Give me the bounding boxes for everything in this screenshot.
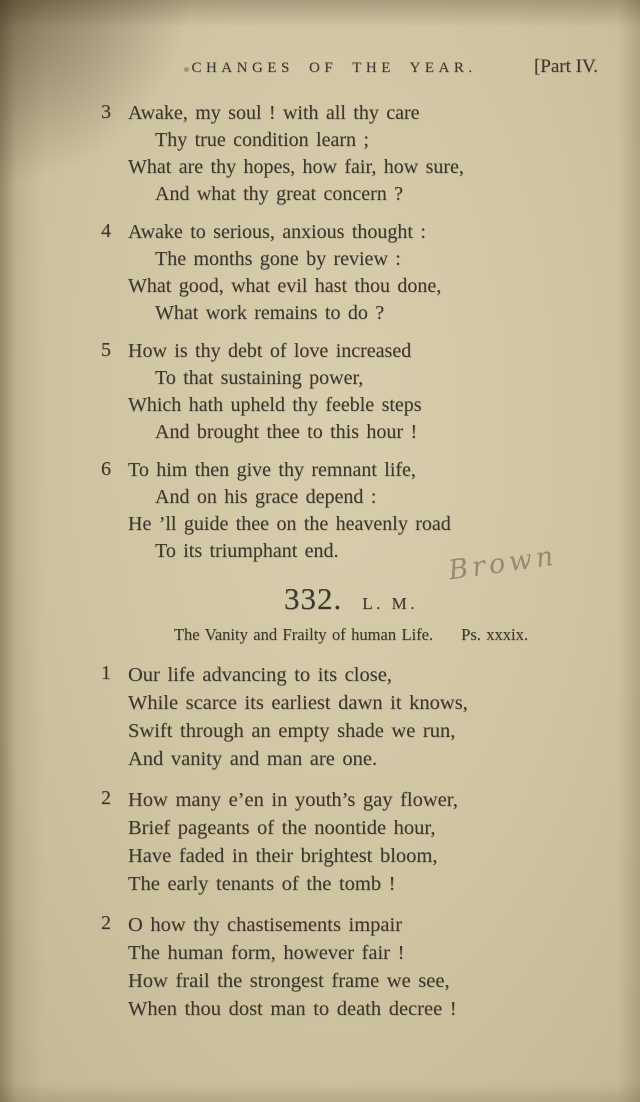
hymn-subtitle	[98, 625, 604, 645]
verse-line: And vanity and man are one.	[128, 748, 378, 770]
running-header	[100, 56, 598, 84]
paper-speck	[184, 67, 189, 72]
verse-line: Awake to serious, anxious thought :	[128, 221, 426, 243]
verse-line: Thy true condition learn ;	[155, 129, 369, 151]
verse-line: The early tenants of the tomb !	[128, 873, 396, 895]
verse-line: When thou dost man to death decree !	[128, 998, 457, 1020]
verse-number: 6	[101, 458, 111, 480]
verse-number: 5	[101, 339, 111, 361]
verse-number: 3	[101, 101, 111, 123]
verse-number: 2	[101, 787, 111, 809]
verse	[101, 338, 604, 446]
verse-number: 1	[101, 662, 111, 684]
verse-line: To its triumphant end.	[155, 540, 339, 562]
handwritten-annotation: Brown	[446, 540, 560, 587]
verse-line: Brief pageants of the noontide hour,	[128, 817, 436, 839]
running-title: CHANGES OF THE YEAR.	[191, 60, 477, 76]
verse-line: To him then give thy remnant life,	[128, 459, 416, 481]
verse-line: The months gone by review :	[155, 248, 401, 270]
verse-line: What are thy hopes, how fair, how sure,	[128, 156, 464, 178]
verse	[101, 219, 604, 327]
hymn-body	[101, 661, 604, 1023]
verse-line: And brought thee to this hour !	[155, 421, 418, 443]
verse-number: 2	[101, 912, 111, 934]
hymn-title: The Vanity and Frailty of human Life.	[173, 625, 434, 644]
hymn-meter: L. M.	[362, 594, 418, 613]
verse-line: Swift through an empty shade we run,	[128, 720, 456, 742]
verse	[101, 911, 604, 1023]
verse	[101, 100, 604, 208]
verse-line: He ’ll guide thee on the heavenly road	[128, 513, 451, 535]
verse-line: O how thy chastisements impair	[128, 914, 403, 936]
hymn-scripture-reference: Ps. xxxix.	[461, 625, 529, 644]
verse-line: Awake, my soul ! with all thy care	[128, 102, 420, 124]
verse-line: The human form, however fair !	[128, 942, 405, 964]
verse-line: And on his grace depend :	[155, 486, 377, 508]
verse-line: What work remains to do ?	[155, 302, 385, 324]
verse-number: 4	[101, 220, 111, 242]
verse-line: Have faded in their brightest bloom,	[128, 845, 438, 867]
verse-line: How many e’en in youth’s gay flower,	[128, 789, 458, 811]
verse	[101, 661, 604, 773]
verse-line: What good, what evil hast thou done,	[128, 275, 442, 297]
verse-line: To that sustaining power,	[155, 367, 364, 389]
verse-line: Our life advancing to its close,	[128, 664, 392, 686]
verse-line: And what thy great concern ?	[155, 183, 404, 205]
part-label: [Part IV.	[533, 56, 598, 77]
hymn-heading	[98, 581, 604, 617]
verse-line: While scarce its earliest dawn it knows,	[128, 692, 468, 714]
hymn-number: 332.	[284, 581, 343, 616]
verse-line: How frail the strongest frame we see,	[128, 970, 450, 992]
verse	[101, 786, 604, 898]
verse-line: How is thy debt of love increased	[128, 340, 412, 362]
verse-line: Which hath upheld thy feeble steps	[128, 394, 422, 416]
